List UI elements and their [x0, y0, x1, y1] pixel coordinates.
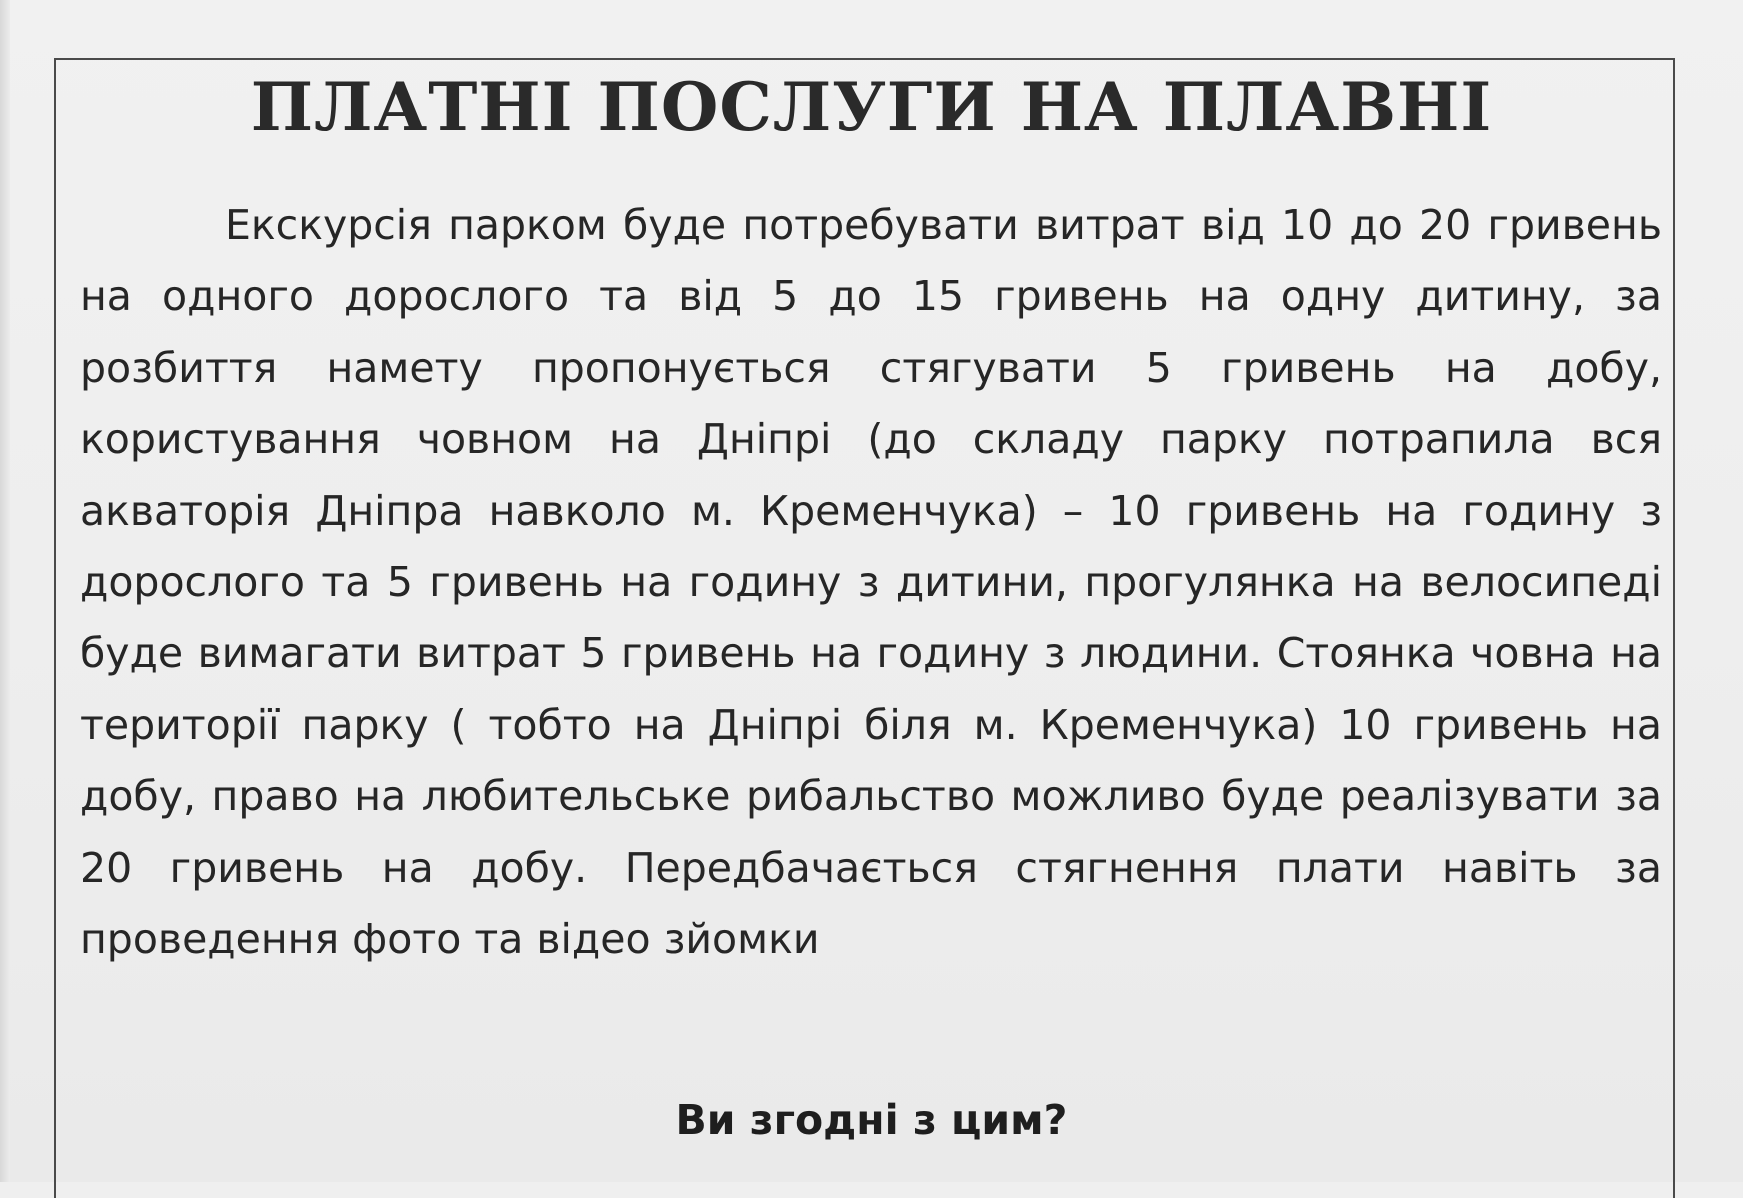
scan-edge-shadow: [0, 0, 10, 1182]
notice-body: Екскурсія парком буде потребувати витрат від 10 до 20 гривень на одного дорослого та від 5 до 15 гривень на одну дитину, за розбиття намету пропонується стягувати 5 гривень на добу, користування човном на Дніпрі (до складу парку потрапила вся акваторія Дніпра навколо м. Кременчука) – 10 гривень на годину з дорослого та 5 гривень на годину з дитини, прогулянка на велосипеді буде вимагати витрат 5 гривень на годину з людини. Стоянка човна на території парку ( тобто на Дніпрі біля м. Кременчука) 10 гривень на добу, право на любительське рибальство можливо буде реалізувати за 20 гривень на добу. Передбачається стягнення плати навіть за проведення фото та відео зйомки: [80, 201, 1662, 964]
notice-title: ПЛАТНІ ПОСЛУГИ НА ПЛАВНІ: [250, 68, 1493, 146]
closing-question: Ви згодні з цим?: [675, 1096, 1068, 1144]
